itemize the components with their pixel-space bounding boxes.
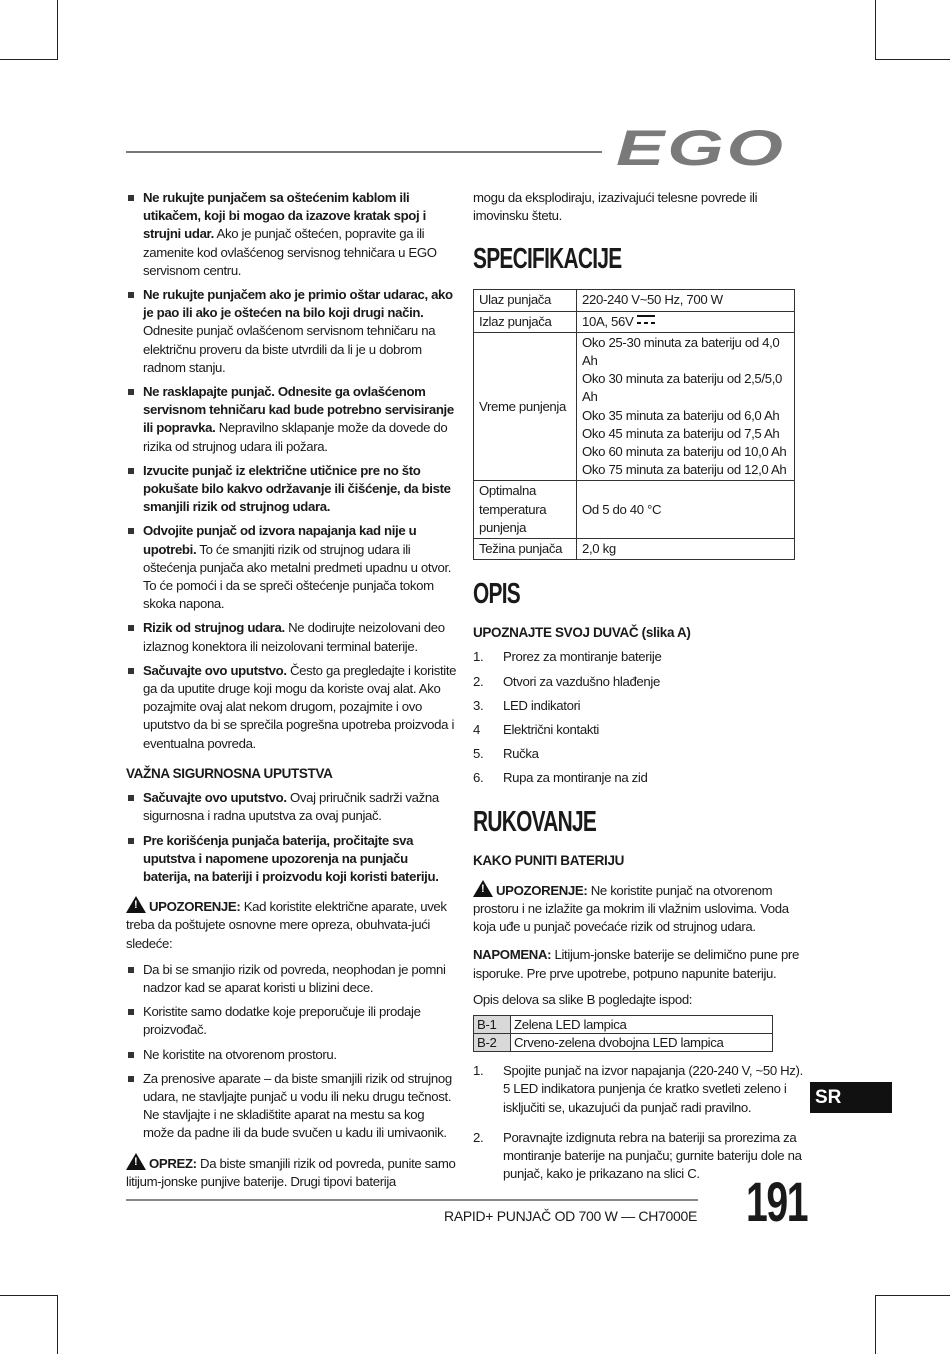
footer-title: RAPID+ PUNJAČ OD 700 W — CH7000E — [444, 1208, 697, 1224]
item-text: To će smanjiti rizik od strujnog udara ili oštećenja punjača ako metalni predmeti upadnu u otvor. To će pomoći i da se spreči oštećenje punjača tokom skoka napona. — [143, 541, 452, 612]
list-item — [126, 1003, 458, 1039]
spec-value: Oko 60 minuta za bateriju od 10,0 Ah — [582, 444, 787, 460]
spec-value: 2,0 kg — [577, 539, 795, 560]
item-bold: Izvucite punjač iz električne utičnice pre no što pokušate bilo kakvo održavanje ili čišćenje, da biste smanjili rizik od strujnog udara. — [143, 462, 451, 515]
item-text: LED indikatori — [503, 697, 581, 713]
continuation-text: mogu da eksplodiraju, izazivajući telesne povrede ili imovinsku štetu. — [473, 190, 758, 224]
list-item — [126, 1046, 458, 1064]
warning-icon: ! — [126, 896, 146, 913]
list-item — [126, 189, 458, 280]
item-text: Često ga pregledajte i koristite ga da uputite druge koji mogu da koriste ovaj alat. Ako pozajmite ovaj alat nekom drugom, pozajmite i ovo uputstvo da bi se sprečila pogrešna upotreba proizvoda i eventualna povreda. — [143, 662, 457, 751]
item-number: 3. — [473, 697, 484, 713]
table-row — [474, 1016, 773, 1034]
table-row — [474, 539, 795, 560]
spec-value-cell — [577, 311, 795, 332]
section-heading: VAŽNA SIGURNOSNA UPUTSTVA — [126, 765, 333, 781]
item-bold: Sačuvajte ovo uputstvo. — [143, 790, 287, 806]
warning-note — [126, 896, 458, 953]
warning-label: UPOZORENJE: — [496, 882, 588, 898]
spec-value: Oko 30 minuta za bateriju od 2,5/5,0 Ah — [582, 371, 782, 405]
list-item — [473, 1062, 803, 1117]
warning-note — [473, 880, 803, 937]
list-item — [473, 745, 803, 763]
bullet-icon — [128, 468, 134, 474]
crop-mark — [875, 59, 950, 60]
description-title: OPIS — [473, 578, 521, 611]
bullet-icon — [128, 668, 134, 674]
note-label: NAPOMENA: — [473, 947, 552, 963]
item-bold: Ne rukujte punjačem ako je primio oštar udarac, ako je pao ili ako je oštećen na bilo koji drugi način. — [143, 287, 453, 321]
item-text: Ne koristite na otvorenom prostoru. — [143, 1046, 337, 1062]
item-text: Za prenosive aparate – da biste smanjili rizik od strujnog udara, ne stavljajte punjač u vodu ili neku drugu tečnost. Ne stavljajte i ne skladištite aparat na mestu sa kog može da padne ili da bude svučen u kadu ili umivaonik. — [143, 1070, 452, 1141]
table-row — [474, 332, 795, 481]
legend-intro: Opis delova sa slike B pogledajte ispod: — [473, 991, 693, 1007]
item-bold: Ne rukujte punjačem sa oštećenim kablom ili utikačem, koji bi mogao da izazove kratak spoj i strujni udar. — [143, 190, 426, 242]
spec-label: Optimalna temperatura punjenja — [474, 481, 577, 539]
crop-mark — [0, 1295, 58, 1296]
list-item — [126, 832, 458, 887]
warning-icon: ! — [473, 880, 493, 897]
bullet-icon — [128, 1052, 134, 1058]
item-number: 2. — [473, 1129, 484, 1145]
item-text: Rupa za montiranje na zid — [503, 770, 648, 786]
page-number: 191 — [746, 1170, 808, 1233]
item-text: Ovaj priručnik sadrži važna sigurnosna i radna uputstva za ovaj punjač. — [143, 790, 439, 824]
crop-mark — [57, 0, 58, 60]
spec-value: 10A, 56V — [582, 313, 634, 329]
list-item — [473, 769, 803, 787]
spec-label: Ulaz punjača — [474, 290, 577, 311]
bullet-icon — [128, 528, 134, 534]
list-item — [473, 721, 803, 739]
warning-icon: ! — [126, 1153, 146, 1170]
spec-value-cell — [577, 332, 795, 481]
spec-label: Težina punjača — [474, 539, 577, 560]
list-item — [126, 662, 458, 753]
spec-value: Oko 35 minuta za bateriju od 6,0 Ah — [582, 407, 780, 423]
table-row — [474, 311, 795, 332]
precaution-list — [126, 961, 458, 1143]
specifications-table — [473, 289, 795, 560]
ego-logo: EGO — [616, 122, 786, 174]
crop-mark — [875, 1295, 876, 1354]
warning-text: Kad koristite električne aparate, uvek treba da poštujete osnovne mere opreza, obuhvata-jući sledeće: — [126, 899, 447, 951]
item-text: Otvori za vazdušno hlađenje — [503, 673, 660, 689]
language-tab: SR — [810, 1082, 892, 1113]
operation-subtitle: KAKO PUNITI BATERIJU — [473, 852, 625, 868]
list-item — [126, 1070, 458, 1143]
spec-value: Oko 45 minuta za bateriju od 7,5 Ah — [582, 425, 780, 441]
description-subtitle: UPOZNAJTE SVOJ DUVAČ (slika A) — [473, 625, 691, 641]
item-text: Koristite samo dodatke koje preporučuje ili prodaje proizvođač. — [143, 1004, 421, 1038]
item-number: 2. — [473, 673, 484, 689]
dc-symbol-icon — [637, 315, 655, 324]
important-list — [126, 789, 458, 886]
item-bold: Ne rasklapajte punjač. Odnesite ga ovlašćenom servisnom tehničaru kad bude potrebno servisiranje ili popravka. — [143, 384, 454, 436]
item-text: Prorez za montiranje baterije — [503, 649, 662, 665]
list-item — [126, 383, 458, 456]
bullet-icon — [128, 795, 134, 801]
item-bold: Rizik od strujnog udara. — [143, 620, 285, 636]
caution-note — [126, 1153, 458, 1191]
left-column — [126, 189, 458, 1199]
item-text: Poravnajte izdignuta rebra na bateriji sa prorezima za montiranje baterije na punjaču; gurnite bateriju dole na punjač, kako je prikazano na slici C. — [503, 1129, 802, 1182]
warning-text: Ne koristite punjač na otvorenom prostoru i ne izlažite ga mokrim ili vlažnim uslovima. Voda koja uđe u punjač povećaće rizik od strujnog udara. — [473, 882, 789, 935]
item-text: Ručka — [503, 746, 539, 762]
bullet-icon — [128, 625, 134, 631]
item-text: Ako je punjač oštećen, popravite ga ili zamenite kod ovlašćenog servisnog tehničara u EGO servisnom centru. — [143, 226, 437, 278]
legend-key: B-1 — [474, 1016, 511, 1034]
list-item — [126, 462, 458, 517]
crop-mark — [57, 1295, 58, 1354]
bullet-icon — [128, 292, 134, 298]
note-text: Litijum-jonske baterije se delimično pune pre isporuke. Pre prve upotrebe, potpuno napunite bateriju. — [473, 947, 799, 981]
safety-list — [126, 189, 458, 753]
list-item — [126, 286, 458, 377]
spec-value: Od 5 do 40 °C — [577, 481, 795, 539]
item-text: Odnesite punjač ovlašćenom servisnom tehničaru na električnu proveru da biste utvrdili da li je u dobrom radnom stanju. — [143, 323, 436, 375]
footer-rule — [126, 1199, 698, 1201]
table-row — [474, 481, 795, 539]
table-row — [474, 290, 795, 311]
item-text: Spojite punjač na izvor napajanja (220-240 V, ~50 Hz). 5 LED indikatora punjenja će kratko svetleti zeleno i isključiti se, ukazujući da punjač radi pravilno. — [503, 1063, 803, 1115]
item-bold: Odvojite punjač od izvora napajanja kad nije u upotrebi. — [143, 523, 417, 557]
legend-value: Crveno-zelena dvobojna LED lampica — [511, 1034, 773, 1052]
bullet-icon — [128, 1009, 134, 1015]
caution-label: OPREZ: — [149, 1155, 197, 1171]
bullet-icon — [128, 195, 134, 201]
item-bold: Sačuvajte ovo uputstvo. — [143, 662, 287, 678]
list-item — [473, 697, 803, 715]
header-rule — [126, 151, 602, 153]
legend-table — [473, 1015, 773, 1052]
list-item — [126, 961, 458, 997]
caution-text: Da biste smanjili rizik od povreda, punite samo litijum-jonske punjive baterije. Drugi tipovi baterija — [126, 1155, 456, 1189]
list-item — [126, 522, 458, 613]
crop-mark — [875, 1295, 950, 1296]
specifications-title: SPECIFIKACIJE — [473, 243, 622, 276]
bullet-icon — [128, 1076, 134, 1082]
crop-mark — [0, 59, 58, 60]
parts-list — [473, 648, 803, 787]
item-number: 4 — [473, 722, 480, 738]
item-bold: Pre korišćenja punjača baterija, pročitajte sva uputstva i napomene upozorenja na punjaču baterija, na bateriji i proizvodu koji koristi bateriju. — [143, 832, 439, 884]
steps-list — [473, 1062, 803, 1183]
spec-label: Vreme punjenja — [474, 332, 577, 481]
item-text: Da bi se smanjio rizik od povreda, neophodan je pomni nadzor kad se aparat koristi u blizini dece. — [143, 961, 446, 995]
list-item — [126, 789, 458, 825]
spec-value: Oko 25-30 minuta za bateriju od 4,0 Ah — [582, 334, 780, 369]
operation-title: RUKOVANJE — [473, 805, 597, 838]
bullet-icon — [128, 967, 134, 973]
spec-label: Izlaz punjača — [474, 311, 577, 332]
list-item — [473, 673, 803, 691]
bullet-icon — [128, 838, 134, 844]
crop-mark — [875, 0, 876, 60]
table-row — [474, 1034, 773, 1052]
legend-key: B-2 — [474, 1034, 511, 1052]
note — [473, 946, 803, 982]
item-text: Ne dodirujte neizolovani deo izlaznog konektora ili neizolovani terminal baterije. — [143, 620, 445, 654]
list-item — [473, 648, 803, 666]
item-text: Nepravilno sklapanje može da dovede do rizika od strujnog udara ili požara. — [143, 420, 448, 454]
warning-label: UPOZORENJE: — [149, 899, 241, 915]
bullet-icon — [128, 389, 134, 395]
item-number: 5. — [473, 746, 484, 762]
item-text: Električni kontakti — [503, 722, 599, 738]
item-number: 1. — [473, 1063, 484, 1079]
list-item — [126, 619, 458, 655]
item-number: 1. — [473, 649, 484, 665]
spec-value: 220-240 V~50 Hz, 700 W — [577, 290, 795, 311]
item-number: 6. — [473, 770, 484, 786]
right-column — [473, 189, 803, 1189]
legend-value: Zelena LED lampica — [511, 1016, 773, 1034]
spec-value: Oko 75 minuta za bateriju od 12,0 Ah — [582, 462, 787, 478]
